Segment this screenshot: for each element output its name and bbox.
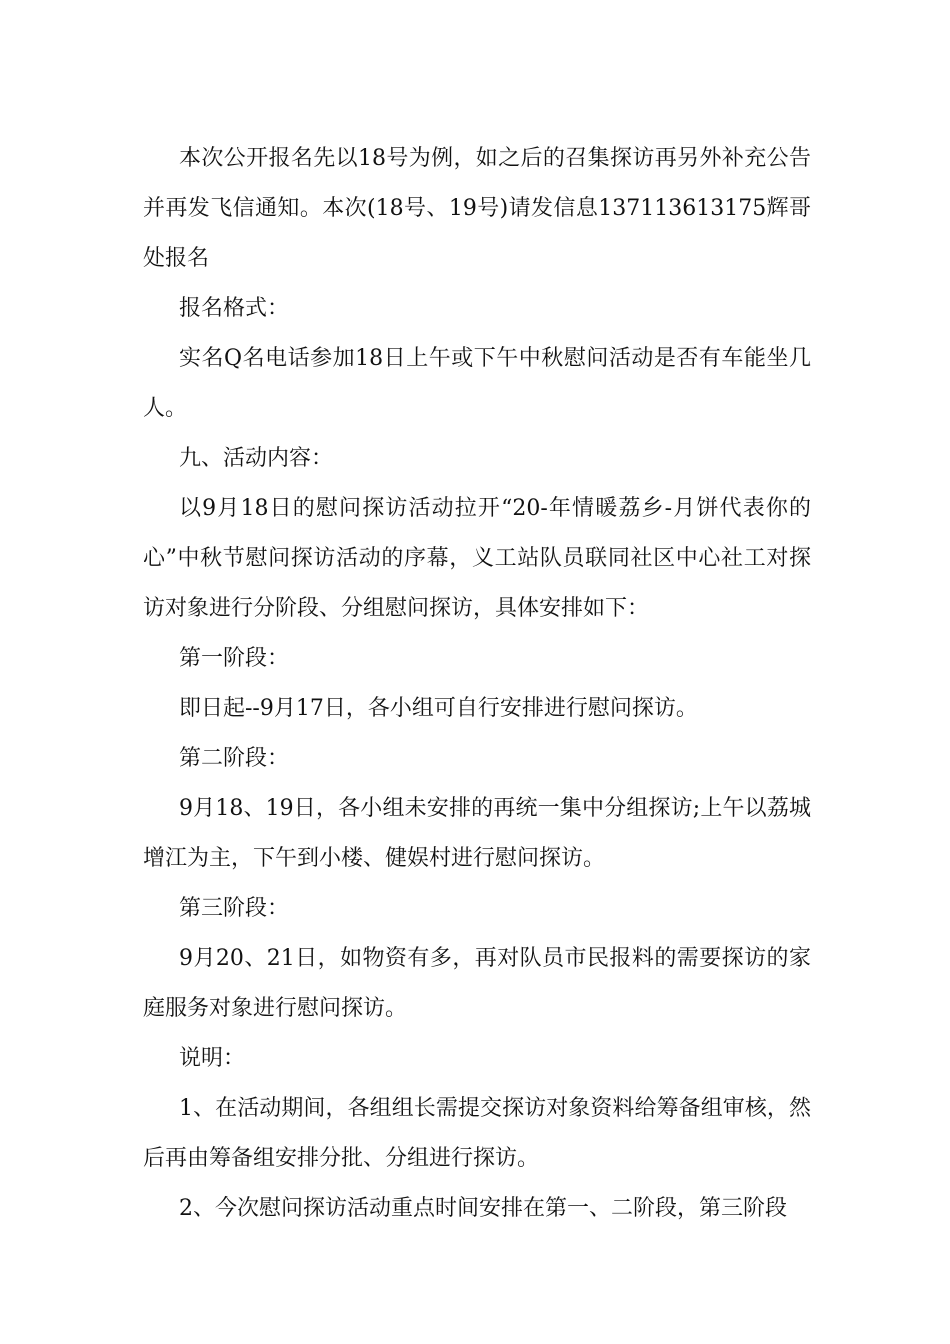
paragraph-registration-format: 实名Q名电话参加18日上午或下午中秋慰问活动是否有车能坐几人。 xyxy=(143,346,811,421)
stage-three-text: 9月20、21日，如物资有多，再对队员市民报料的需要探访的家庭服务对象进行慰问探访。 xyxy=(143,946,811,1021)
note-item-2: 2、今次慰问探访活动重点时间安排在第一、二阶段，第三阶段 xyxy=(179,1196,787,1221)
stage-one-heading: 第一阶段： xyxy=(179,646,290,671)
paragraph-registration-format-heading: 报名格式： xyxy=(179,296,290,321)
stage-one-text: 即日起--9月17日，各小组可自行安排进行慰问探访。 xyxy=(179,696,698,721)
stage-two-heading: 第二阶段： xyxy=(179,746,290,771)
notes-heading: 说明： xyxy=(179,1046,246,1071)
paragraph-activity-intro: 以9月18日的慰问探访活动拉开“20-年情暖荔乡-月饼代表你的心”中秋节慰问探访活动的序幕，义工站队员联同社区中心社工对探访对象进行分阶段、分组慰问探访，具体安排如下： xyxy=(143,496,811,621)
section-heading-activity-content: 九、活动内容： xyxy=(179,446,334,471)
stage-two-text: 9月18、19日，各小组未安排的再统一集中分组探访;上午以荔城增江为主，下午到小楼、健娱村进行慰问探访。 xyxy=(143,796,811,871)
document-body xyxy=(143,134,811,1234)
stage-three-heading: 第三阶段： xyxy=(179,896,290,921)
note-item-1: 1、在活动期间，各组组长需提交探访对象资料给筹备组审核，然后再由筹备组安排分批、分组进行探访。 xyxy=(143,1096,811,1171)
paragraph-registration-notice: 本次公开报名先以18号为例，如之后的召集探访再另外补充公告并再发飞信通知。本次(18号、19号)请发信息137113613175辉哥处报名 xyxy=(143,146,811,271)
